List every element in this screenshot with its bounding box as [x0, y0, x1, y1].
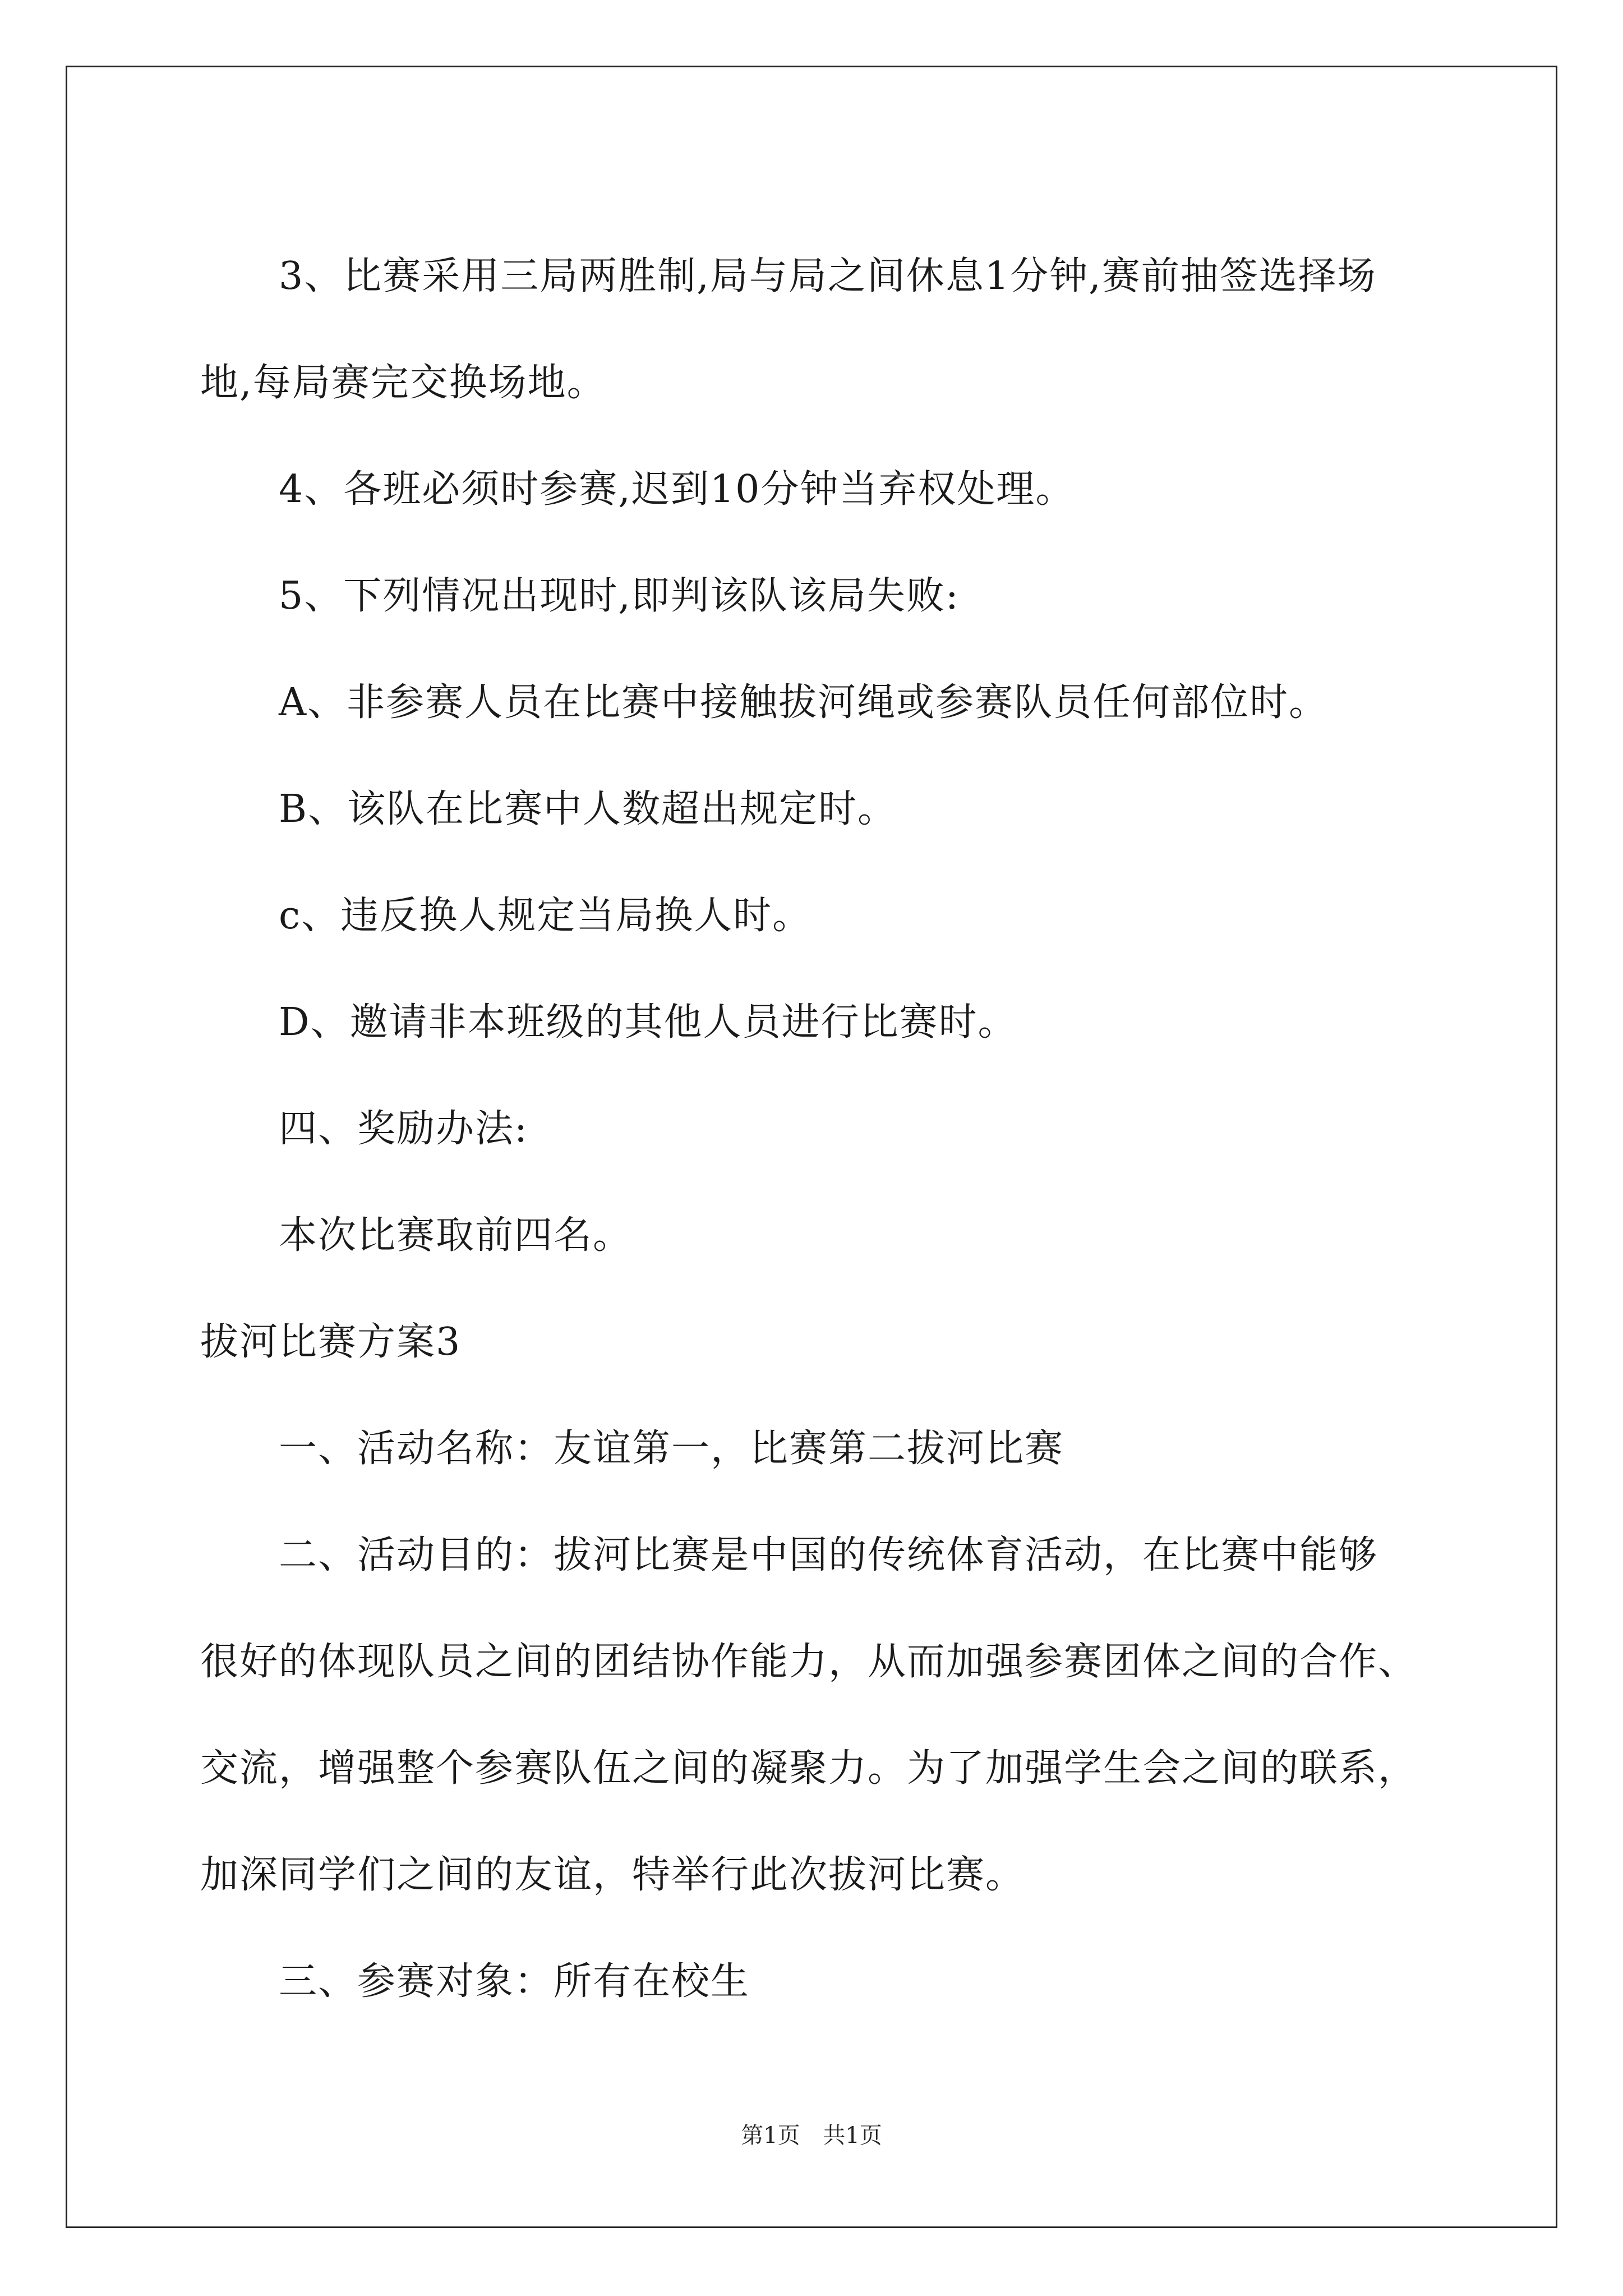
document-title-plan-3: 拔河比赛方案3: [200, 1320, 462, 1364]
paragraph-activity-purpose: 二、活动目的：拔河比赛是中国的传统体育活动，在比赛中能够: [279, 1533, 1378, 1577]
paragraph-rule-3: 3、比赛采用三局两胜制,局与局之间休息1分钟,赛前抽签选择场: [279, 254, 1377, 298]
paragraph-rule-5d: D、邀请非本班级的其他人员进行比赛时。: [279, 1000, 1017, 1045]
paragraph-rewards: 本次比赛取前四名。: [279, 1213, 633, 1258]
paragraph-activity-purpose-continued-2: 交流，增强整个参赛队伍之间的凝聚力。为了加强学生会之间的联系，: [200, 1746, 1418, 1791]
paragraph-rule-5a: A、非参赛人员在比赛中接触拔河绳或参赛队员任何部位时。: [279, 680, 1329, 725]
paragraph-rule-5c: c、违反换人规定当局换人时。: [279, 894, 812, 938]
page-number: 第1页: [741, 2123, 800, 2148]
paragraph-activity-purpose-continued-1: 很好的体现队员之间的团结协作能力，从而加强参赛团体之间的合作、: [200, 1640, 1418, 1684]
paragraph-rule-5: 5、下列情况出现时,即判该队该局失败:: [279, 574, 960, 618]
paragraph-participants: 三、参赛对象：所有在校生: [279, 1959, 750, 2004]
page-footer: [0, 2118, 1623, 2150]
paragraph-rule-3-continued: 地,每局赛完交换场地。: [200, 361, 606, 405]
paragraph-activity-purpose-continued-3: 加深同学们之间的友谊，特举行此次拔河比赛。: [200, 1853, 1025, 1897]
section-heading-rewards: 四、奖励办法:: [279, 1107, 528, 1151]
paragraph-rule-4: 4、各班必须时参赛,迟到10分钟当弃权处理。: [279, 467, 1075, 512]
page-total: 共1页: [823, 2123, 882, 2148]
document-body: [200, 223, 1445, 2035]
paragraph-activity-name: 一、活动名称：友谊第一，比赛第二拔河比赛: [279, 1427, 1064, 1471]
paragraph-rule-5b: B、该队在比赛中人数超出规定时。: [279, 787, 897, 831]
